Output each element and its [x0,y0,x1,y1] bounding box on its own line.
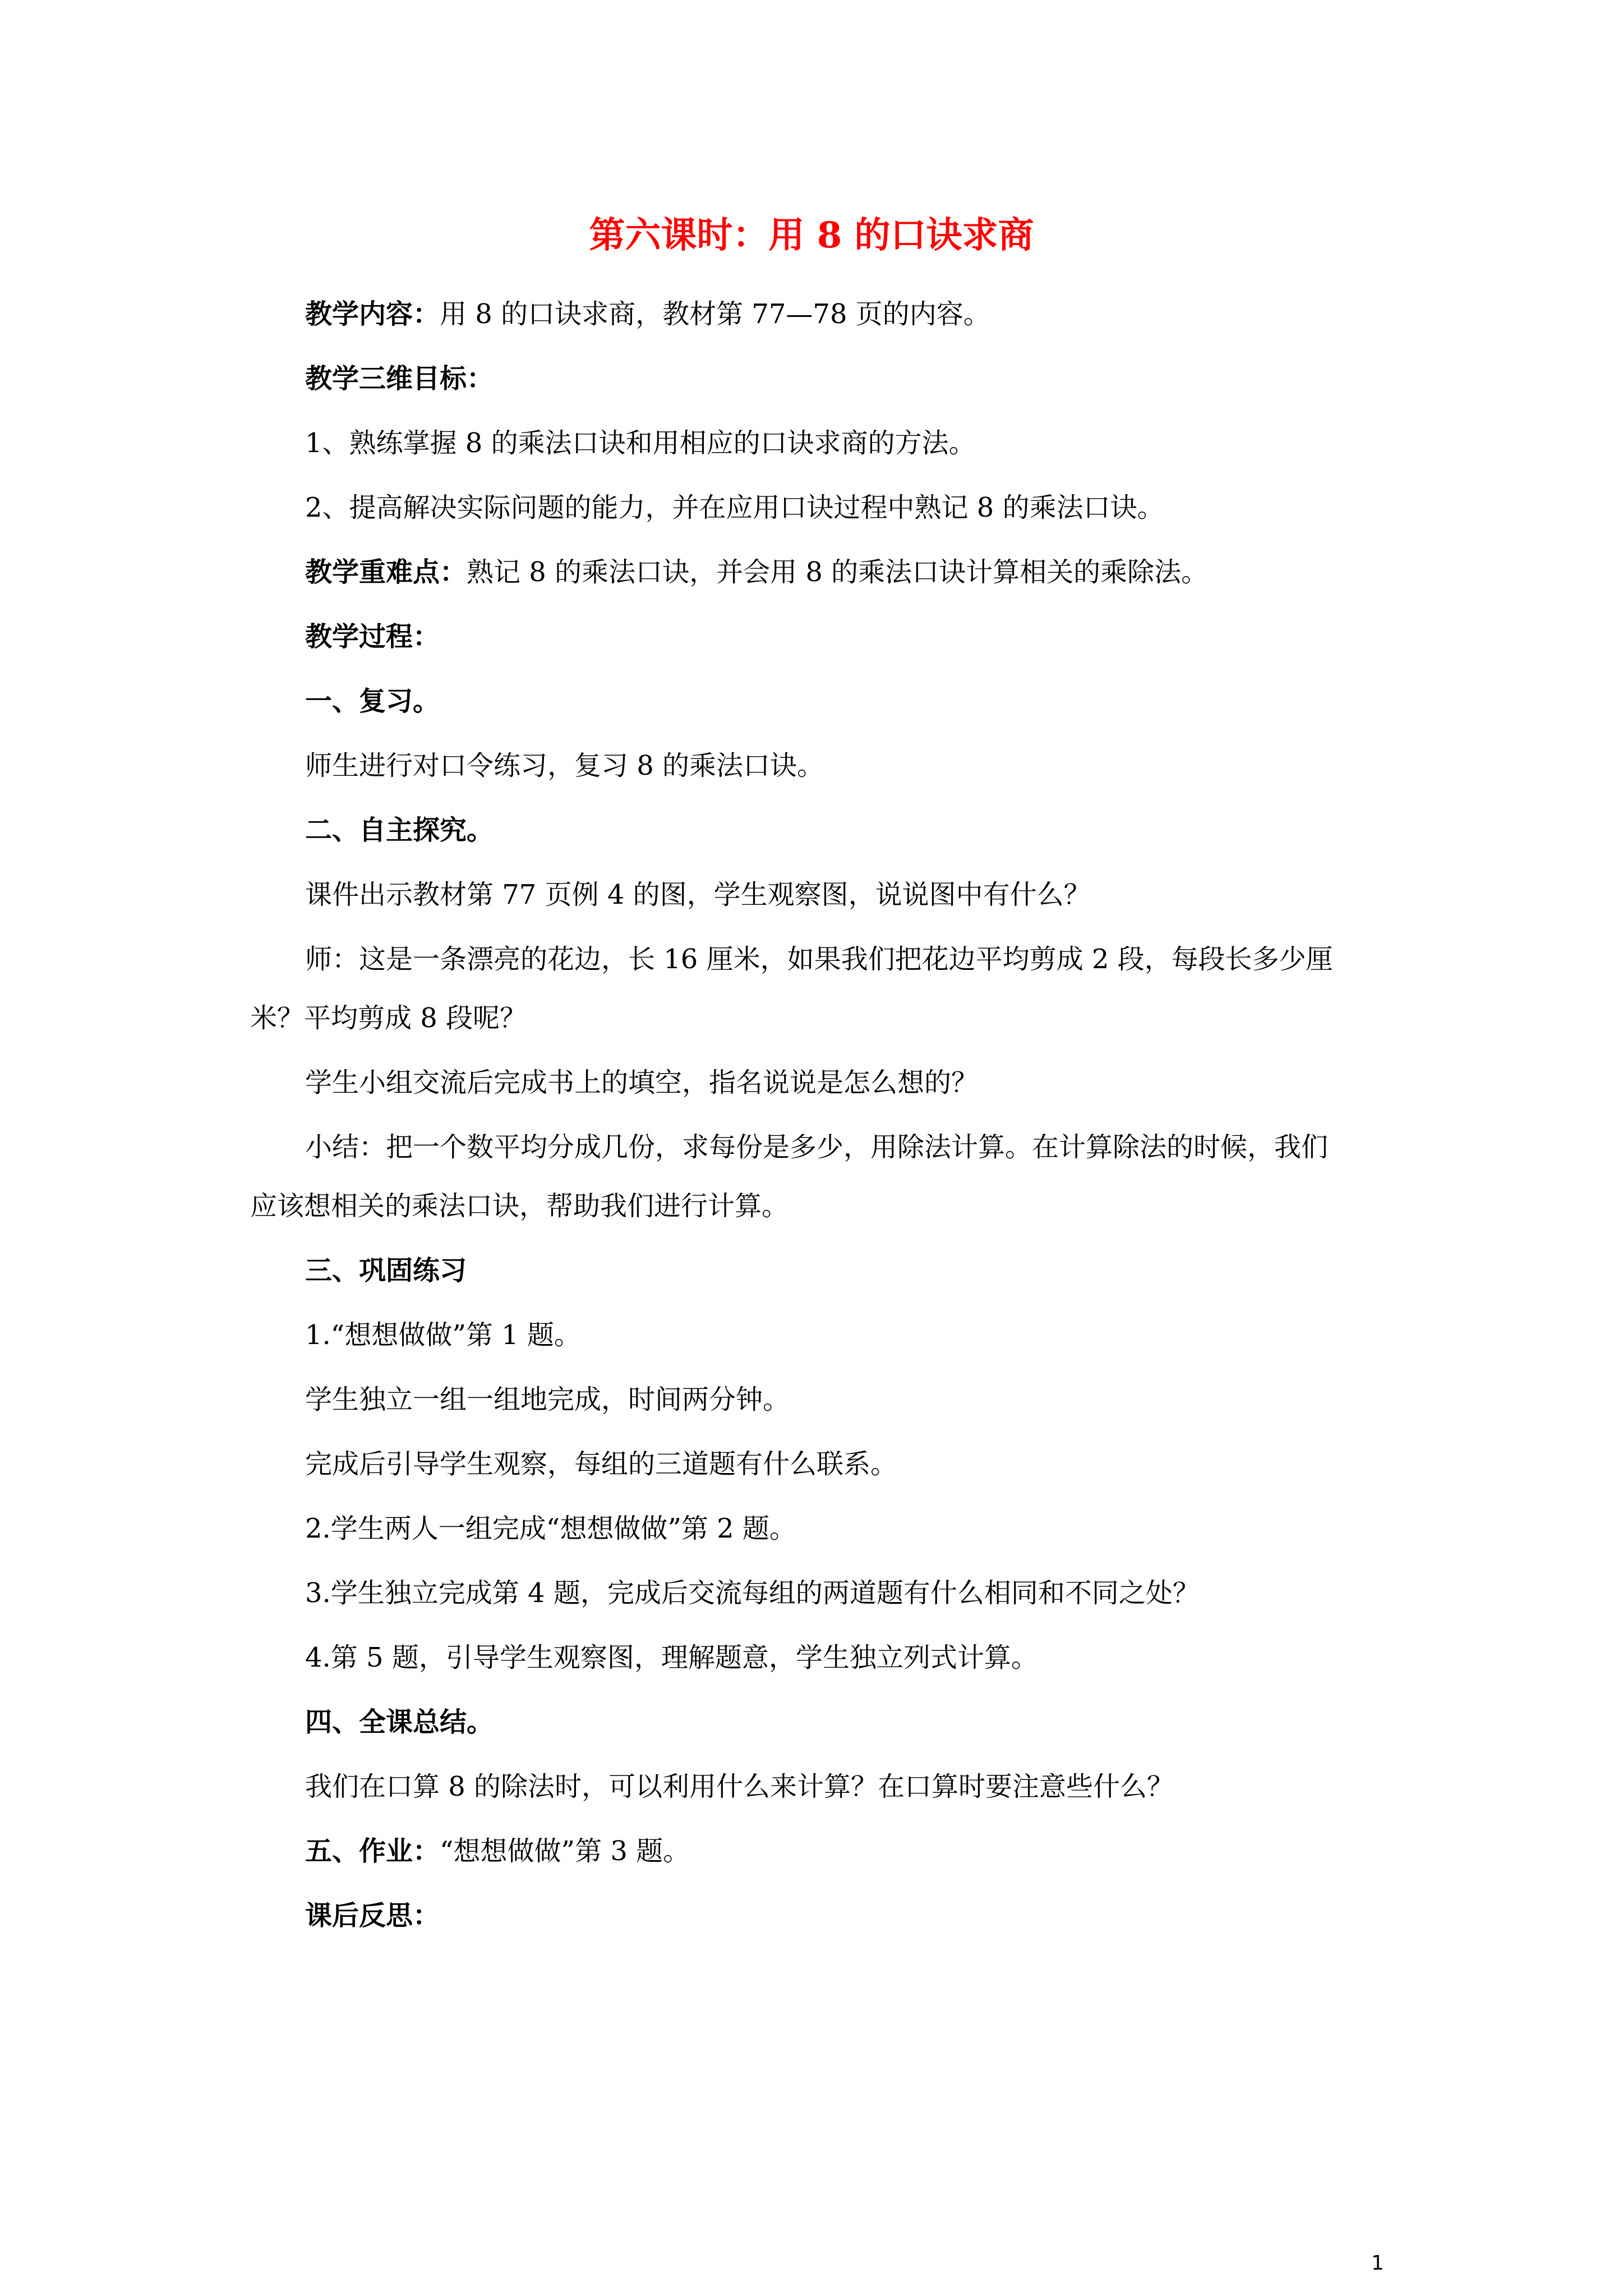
goal-item-1: 1、熟练掌握 8 的乘法口诀和用相应的口诀求商的方法。 [305,427,976,459]
keypoints-label: 教学重难点： [305,556,467,588]
explore-paragraph-3: 学生小组交流后完成书上的填空，指名说说是怎么想的？ [305,1067,979,1098]
summary-line-1: 小结：把一个数平均分成几份，求每份是多少，用除法计算。在计算除法的时候，我们 [305,1131,1329,1163]
goals-heading: 教学三维目标： [305,363,494,394]
goal-item-2: 2、提高解决实际问题的能力，并在应用口诀过程中熟记 8 的乘法口诀。 [305,492,1164,523]
section-practice-heading: 三、巩固练习 [305,1255,467,1286]
explore-paragraph-2-line-2: 米？平均剪成 8 段呢？ [250,1002,527,1034]
homework-text: “想想做做”第 3 题。 [440,1835,690,1867]
teaching-content-label: 教学内容： [305,298,440,330]
page-number: 1 [1371,2252,1384,2275]
explore-paragraph-1: 课件出示教材第 77 页例 4 的图，学生观察图，说说图中有什么？ [305,879,1091,910]
section-review-heading: 一、复习。 [305,685,440,717]
teaching-content-text: 用 8 的口诀求商，教材第 77—78 页的内容。 [440,298,990,330]
section-review-text: 师生进行对口令练习，复习 8 的乘法口诀。 [305,750,824,781]
process-heading: 教学过程： [305,621,440,652]
homework-line [305,1832,690,1871]
teaching-content-line [305,295,990,334]
practice-item-6: 4.第 5 题，引导学生观察图，理解题意，学生独立列式计算。 [305,1642,1038,1673]
practice-item-1: 1.“想想做做”第 1 题。 [305,1319,581,1351]
section-summary-heading: 四、全课总结。 [305,1706,494,1738]
explore-paragraph-2-line-1: 师：这是一条漂亮的花边，长 16 厘米，如果我们把花边平均剪成 2 段，每段长多少厘 [305,944,1333,975]
lesson-title: 第六课时：用 8 的口诀求商 [589,214,1034,256]
summary-line-2: 应该想相关的乘法口诀，帮助我们进行计算。 [250,1190,789,1222]
keypoints-line [305,553,1208,592]
practice-item-3: 完成后引导学生观察，每组的三道题有什么联系。 [305,1448,898,1480]
practice-item-4: 2.学生两人一组完成“想想做做”第 2 题。 [305,1513,796,1544]
section-summary-text: 我们在口算 8 的除法时，可以利用什么来计算？在口算时要注意些什么？ [305,1771,1174,1802]
keypoints-text: 熟记 8 的乘法口诀，并会用 8 的乘法口诀计算相关的乘除法。 [467,556,1209,588]
practice-item-2: 学生独立一组一组地完成，时间两分钟。 [305,1384,790,1415]
reflection-heading: 课后反思： [305,1900,440,1931]
homework-label: 五、作业： [305,1835,440,1867]
practice-item-5: 3.学生独立完成第 4 题，完成后交流每组的两道题有什么相同和不同之处？ [305,1577,1200,1609]
section-explore-heading: 二、自主探究。 [305,815,494,846]
